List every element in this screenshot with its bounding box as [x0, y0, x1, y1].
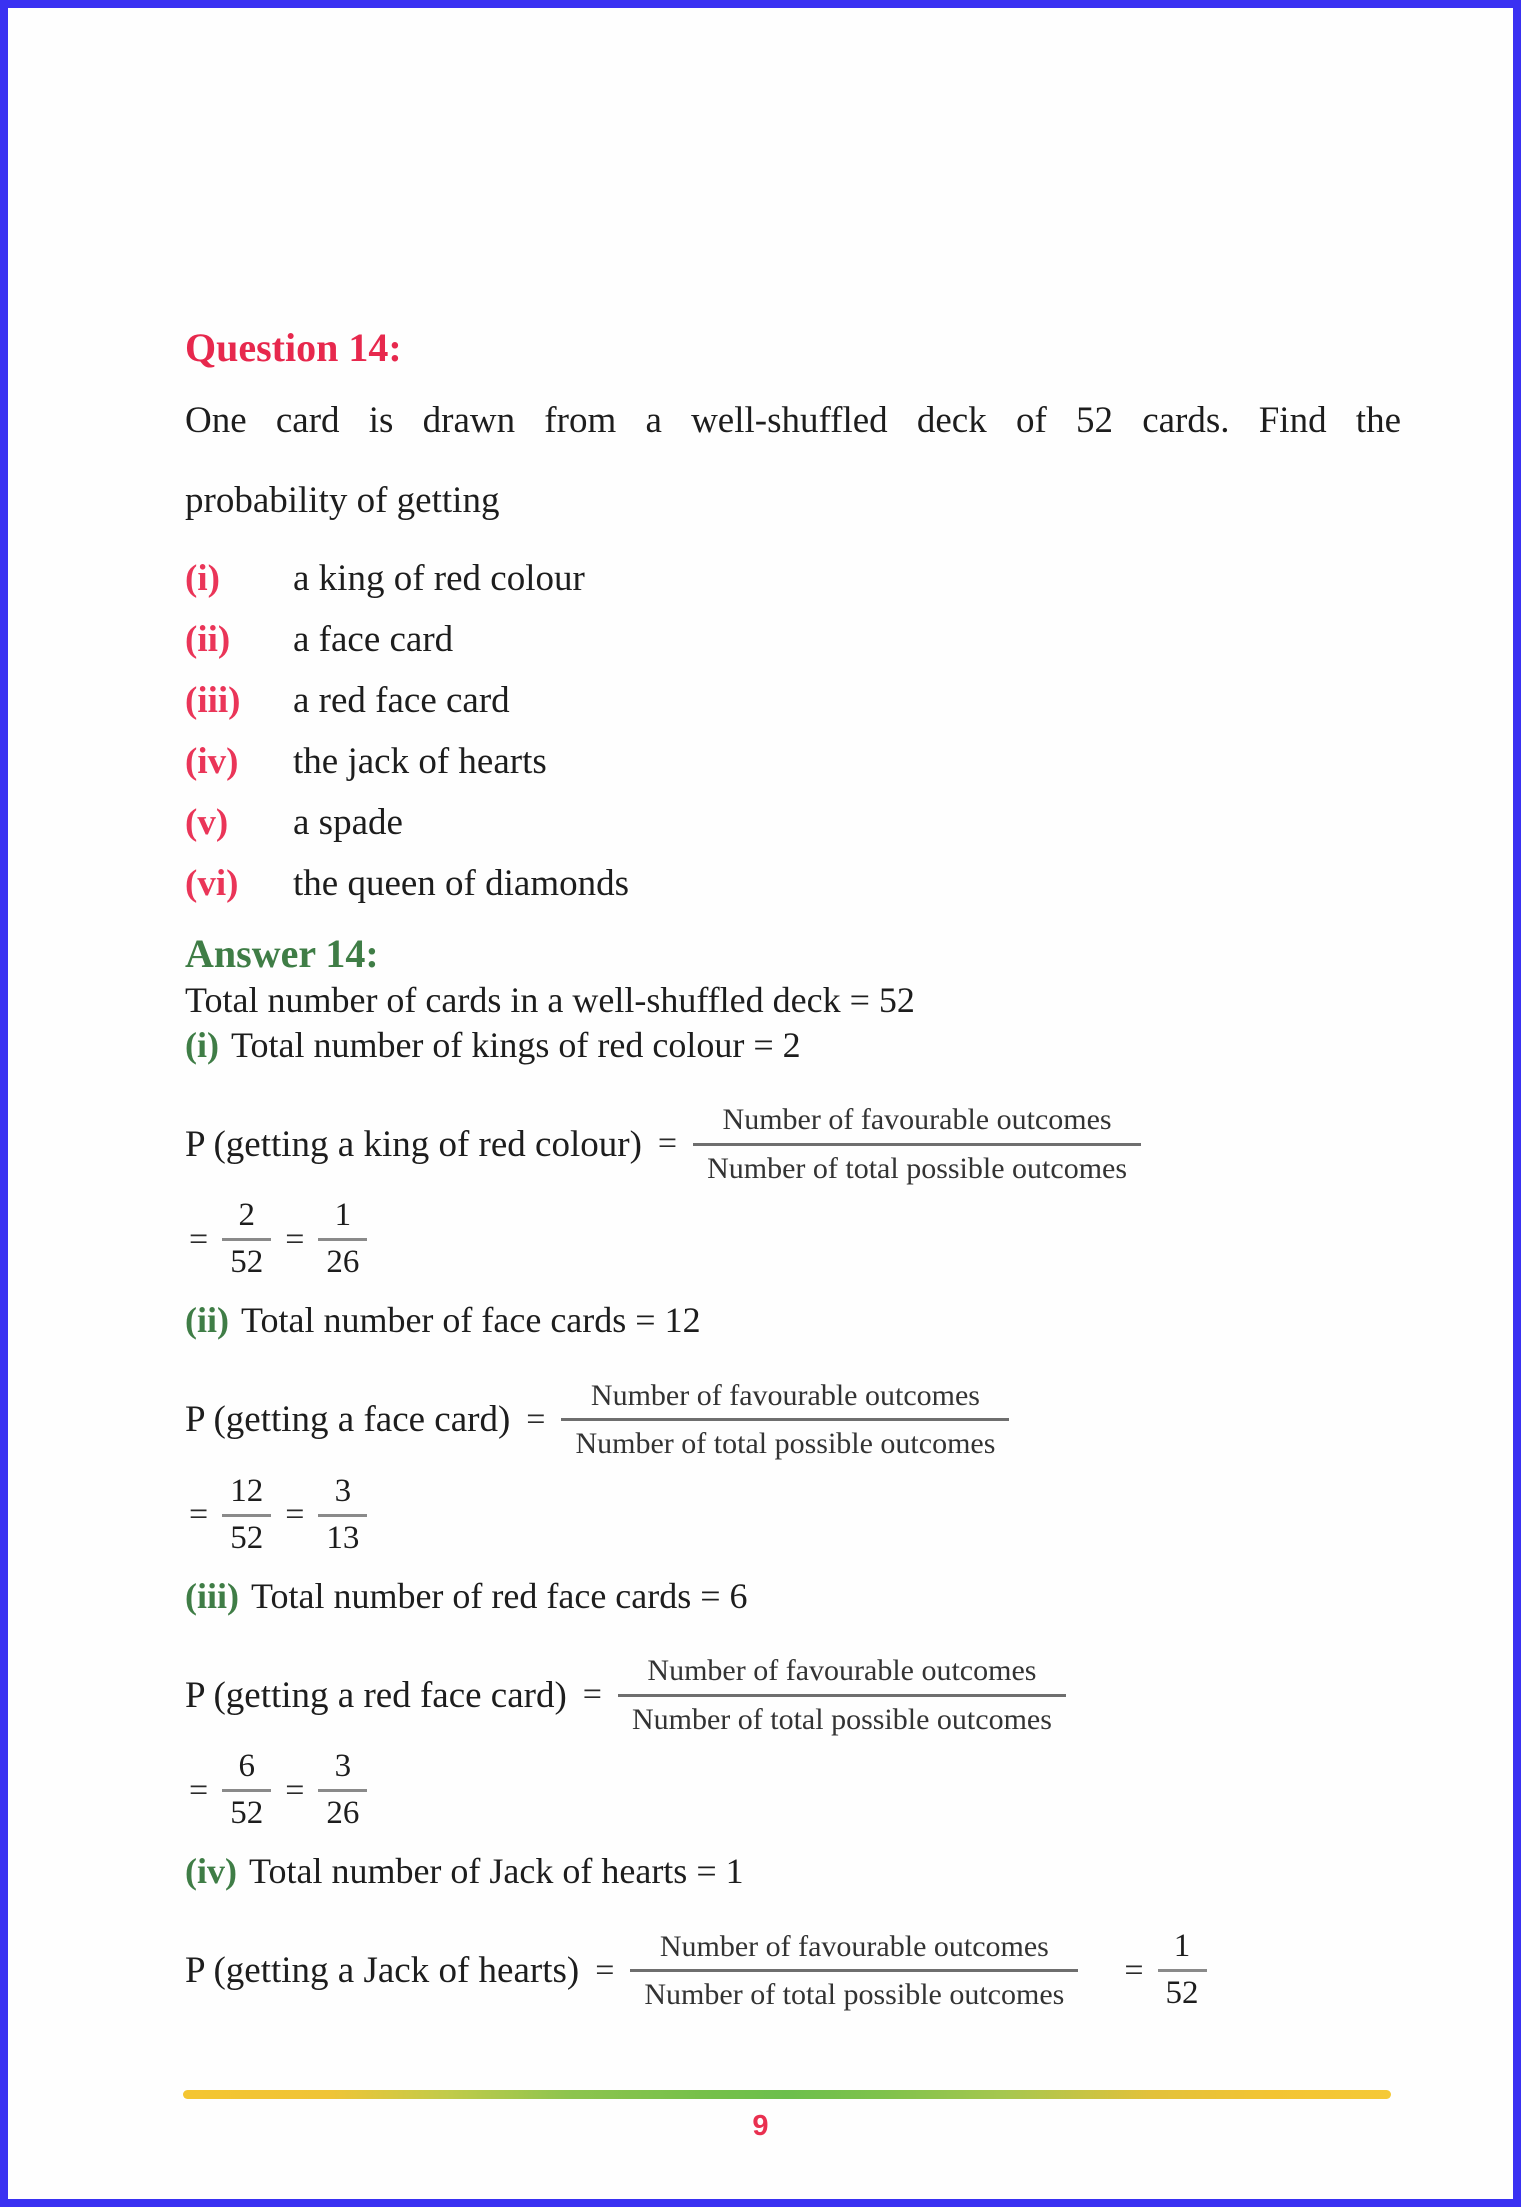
- equals-sign: =: [189, 1496, 209, 1534]
- equals-sign: =: [657, 1125, 678, 1163]
- fraction-denominator: Number of total possible outcomes: [631, 1702, 1052, 1736]
- fraction-numerator: 3: [318, 1473, 367, 1517]
- probability-formula-iv: [185, 1928, 1401, 2014]
- fraction-numerator: Number of favourable outcomes: [618, 1652, 1066, 1697]
- fraction-numerator: 1: [318, 1197, 367, 1241]
- answer-count-text: Total number of red face cards = 6: [250, 1575, 748, 1616]
- question-list: [185, 555, 1401, 909]
- question-heading: Question 14:: [185, 325, 402, 370]
- equals-sign: =: [285, 1496, 305, 1534]
- item-marker: (iv): [185, 740, 239, 782]
- equals-sign: =: [1124, 1951, 1144, 1989]
- equals-sign: =: [285, 1771, 305, 1809]
- fraction-numerator: 1: [1158, 1928, 1207, 1972]
- footer-divider: [183, 2090, 1391, 2099]
- question-item-ii: [185, 616, 1401, 664]
- fraction-numerator: 3: [318, 1748, 367, 1792]
- question-item-v: [185, 799, 1401, 847]
- answer-count-text: Total number of face cards = 12: [240, 1300, 701, 1341]
- fraction-denominator: 13: [326, 1519, 360, 1556]
- fraction-numerator: 12: [222, 1473, 271, 1517]
- answer-count-text: Total number of Jack of hearts = 1: [248, 1851, 744, 1892]
- fraction-numerator: 2: [222, 1197, 271, 1241]
- result-fraction: [222, 1197, 271, 1282]
- equals-sign: =: [595, 1951, 615, 1989]
- probability-formula-ii: [185, 1377, 1401, 1463]
- page-content: [185, 8, 1401, 2024]
- answer-marker: (i): [185, 1024, 219, 1065]
- answer-count-line-i: [185, 1023, 1401, 1068]
- probability-label: P (getting a king of red colour): [185, 1123, 642, 1165]
- answer-marker: (ii): [185, 1300, 229, 1341]
- page-number: 9: [752, 2110, 769, 2142]
- answer-count-line-iv: [185, 1849, 1401, 1894]
- probability-formula-iii: [185, 1652, 1401, 1738]
- equals-sign: =: [526, 1400, 546, 1438]
- fraction-denominator: 52: [1165, 1975, 1199, 2012]
- question-intro-line1: One card is drawn from a well-shuffled deck of 52 cards. Find the: [185, 400, 1401, 441]
- result-row-i: [189, 1197, 1401, 1282]
- question-intro-line2: probability of getting: [185, 480, 500, 522]
- fraction-numerator: Number of favourable outcomes: [561, 1377, 1009, 1422]
- probability-label: P (getting a Jack of hearts): [185, 1950, 580, 1992]
- item-marker: (ii): [185, 618, 231, 660]
- fraction-denominator: Number of total possible outcomes: [707, 1151, 1128, 1185]
- item-text: the jack of hearts: [293, 740, 547, 782]
- question-item-iii: [185, 677, 1401, 725]
- fraction-numerator: 6: [222, 1748, 271, 1792]
- item-marker: (v): [185, 801, 229, 843]
- item-marker: (iii): [185, 679, 241, 721]
- question-item-iv: [185, 738, 1401, 786]
- answer-count-line-ii: [185, 1298, 1401, 1343]
- answer-marker: (iv): [185, 1851, 237, 1892]
- fraction-denominator: 52: [230, 1795, 264, 1832]
- fraction-denominator: 52: [230, 1519, 264, 1556]
- fraction-denominator: Number of total possible outcomes: [575, 1427, 996, 1461]
- outcomes-fraction: [618, 1652, 1066, 1738]
- equals-sign: =: [285, 1220, 305, 1258]
- fraction-denominator: 52: [230, 1244, 264, 1281]
- outcomes-fraction: [693, 1101, 1141, 1187]
- result-fraction: [318, 1197, 367, 1282]
- item-marker: (i): [185, 557, 220, 599]
- item-text: a spade: [293, 801, 403, 843]
- item-text: a king of red colour: [293, 557, 585, 599]
- answer-count-text: Total number of kings of red colour = 2: [230, 1024, 801, 1065]
- question-item-vi: [185, 860, 1401, 908]
- fraction-numerator: Number of favourable outcomes: [630, 1928, 1078, 1973]
- result-fraction: [222, 1473, 271, 1558]
- result-fraction: [1158, 1928, 1207, 2013]
- equals-sign: =: [189, 1220, 209, 1258]
- probability-label: P (getting a face card): [185, 1399, 511, 1441]
- result-row-iii: [189, 1748, 1401, 1833]
- answer-count-line-iii: [185, 1574, 1401, 1619]
- fraction-denominator: 26: [326, 1244, 360, 1281]
- answer-marker: (iii): [185, 1575, 239, 1616]
- outcomes-fraction: [561, 1377, 1009, 1463]
- result-fraction: [222, 1748, 271, 1833]
- equals-sign: =: [582, 1676, 602, 1714]
- fraction-denominator: 26: [326, 1795, 360, 1832]
- fraction-numerator: Number of favourable outcomes: [693, 1101, 1141, 1146]
- result-row-ii: [189, 1473, 1401, 1558]
- item-marker: (vi): [185, 862, 239, 904]
- result-fraction: [318, 1748, 367, 1833]
- item-text: a face card: [293, 618, 454, 660]
- equals-sign: =: [189, 1771, 209, 1809]
- answer-heading: Answer 14:: [185, 931, 379, 977]
- inline-result-iv: [1124, 1928, 1206, 2013]
- question-item-i: [185, 555, 1401, 603]
- outcomes-fraction: [630, 1928, 1078, 2014]
- result-fraction: [318, 1473, 367, 1558]
- fraction-denominator: Number of total possible outcomes: [644, 1978, 1065, 2012]
- item-text: a red face card: [293, 679, 510, 721]
- item-text: the queen of diamonds: [293, 862, 629, 904]
- probability-label: P (getting a red face card): [185, 1674, 567, 1716]
- probability-formula-i: [185, 1101, 1401, 1187]
- answer-total-line: Total number of cards in a well-shuffled deck = 52: [185, 980, 915, 1021]
